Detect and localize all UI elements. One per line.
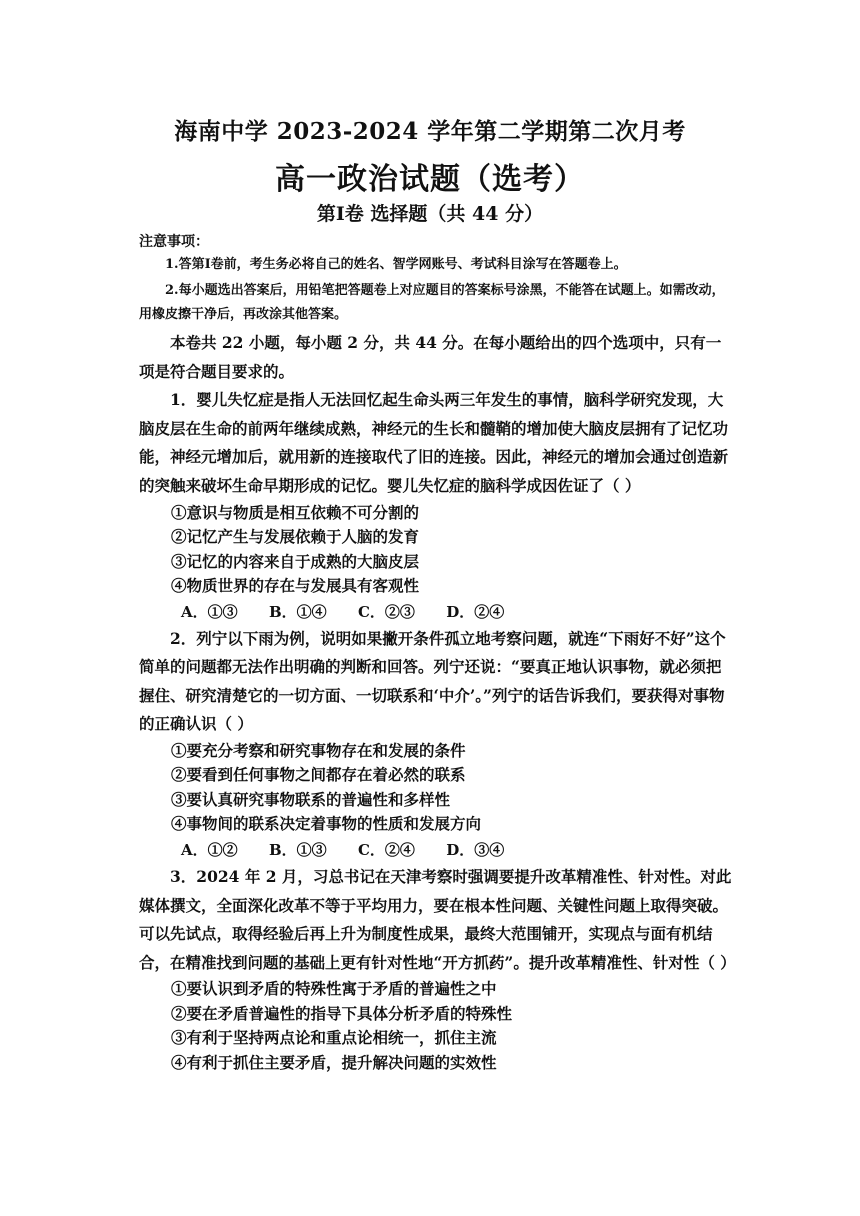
exam-body <box>139 253 734 1075</box>
question-2 <box>139 625 734 863</box>
answer-choices: A．①③ B．①④ C．②③ D．②④ <box>181 602 505 621</box>
option-3: ③记忆的内容来自于成熟的大脑皮层 <box>171 551 420 571</box>
notice-item-2: 2.每小题选出答案后，用铅笔把答题卷上对应题目的答案标号涂黑，不能答在试题上。如需改动，用橡皮擦干净后，再改涂其他答案。 <box>139 283 725 322</box>
question-stem: 2．列宁以下雨为例，说明如果撇开条件孤立地考察问题，就连“下雨好不好”这个简单的问题都无法作出明确的判断和回答。列宁还说：“要真正地认识事物，就必须把握住、研究清楚它的一切方面、一切联系和‘中介’。”列宁的话告诉我们，要获得对事物的正确认识（ ） <box>139 628 726 734</box>
option-3: ③有利于坚持两点论和重点论相统一，抓住主流 <box>171 1028 497 1048</box>
option-4: ④物质世界的存在与发展具有客观性 <box>171 576 420 596</box>
option-1: ①要充分考察和研究事物存在和发展的条件 <box>171 740 466 760</box>
answer-choices: A．①② B．①③ C．②④ D．③④ <box>181 840 505 859</box>
option-2: ②要在矛盾普遍性的指导下具体分析矛盾的特殊性 <box>171 1003 513 1023</box>
question-stem: 1．婴儿失忆症是指人无法回忆起生命头两三年发生的事情，脑科学研究发现，大脑皮层在生命的前两年继续成熟，神经元的生长和髓鞘的增加使大脑皮层拥有了记忆功能，神经元增加后，就用新的连接取代了旧的连接。因此，神经元的增加会通过创造新的突触来破坏生命早期形成的记忆。婴儿失忆症的脑科学成因佐证了（ ） <box>139 390 729 495</box>
question-stem: 3．2024 年 2 月，习总书记在天津考察时强调要提升改革精准性、针对性。对此媒体撰文，全面深化改革不等于平均用力，要在根本性问题、关键性问题上取得突破。可以先试点，取得经验后再上升为制度性成果，最终大范围铺开，实现点与面有机结合，在精准找到问题的基础上更有针对性地“开方抓药”。提升改革精准性、针对性（ ） <box>139 866 736 972</box>
question-3 <box>139 863 734 1075</box>
question-1 <box>139 386 734 624</box>
notice-item-1: 1.答第Ⅰ卷前，考生务必将自己的姓名、智学网账号、考试科目涂写在答题卷上。 <box>165 257 627 272</box>
option-2: ②记忆产生与发展依赖于人脑的发育 <box>171 527 420 547</box>
option-4: ④事物间的联系决定着事物的性质和发展方向 <box>171 814 482 834</box>
exam-title: 海南中学 2023-2024 学年第二学期第二次月考 <box>174 118 686 145</box>
notice-title: 注意事项： <box>139 234 209 250</box>
exam-subtitle: 高一政治试题（选考） <box>275 162 585 197</box>
option-3: ③要认真研究事物联系的普遍性和多样性 <box>171 789 451 809</box>
option-1: ①意识与物质是相互依赖不可分割的 <box>171 502 420 522</box>
option-1: ①要认识到矛盾的特殊性寓于矛盾的普遍性之中 <box>171 979 497 999</box>
option-2: ②要看到任何事物之间都存在着必然的联系 <box>171 765 466 785</box>
intro-text: 本卷共 22 小题，每小题 2 分，共 44 分。在每小题给出的四个选项中，只有一项是符合题目要求的。 <box>139 333 722 381</box>
option-4: ④有利于抓住主要矛盾，提升解决问题的实效性 <box>171 1052 497 1072</box>
section-heading: 第Ⅰ卷 选择题（共 44 分） <box>316 203 544 225</box>
